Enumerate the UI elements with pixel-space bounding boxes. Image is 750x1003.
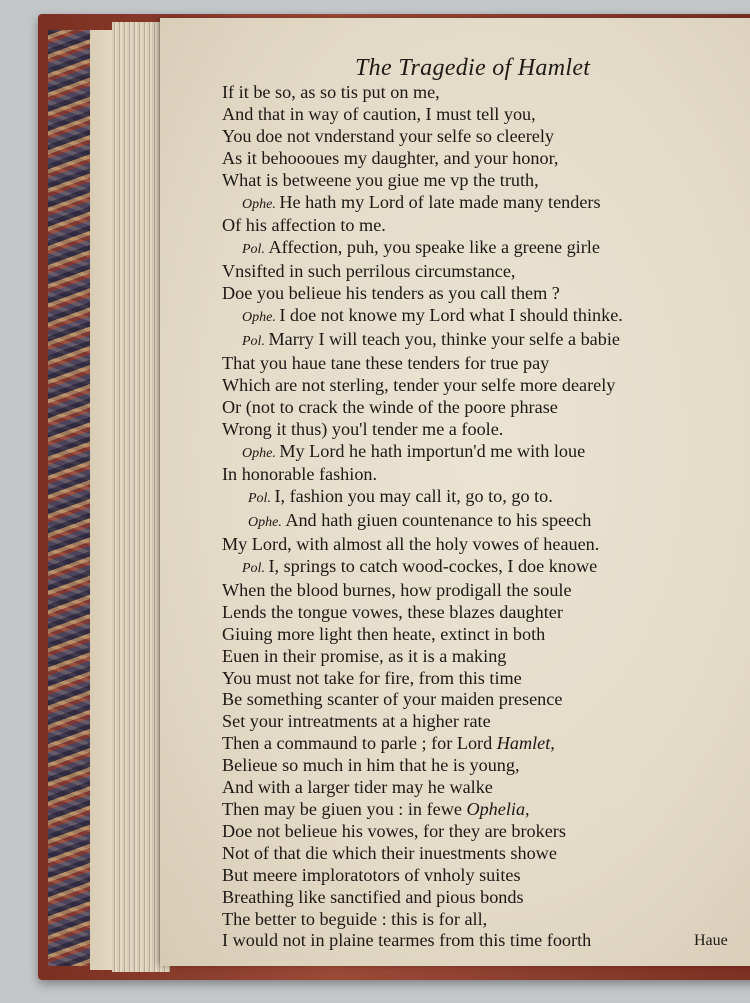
line-text: You doe not vnderstand your selfe so cleerely xyxy=(222,125,555,146)
line-text: Doe not belieue his vowes, for they are brokers xyxy=(222,820,566,841)
text-line xyxy=(222,821,672,843)
line-text: Set your intreatments at a higher rate xyxy=(222,711,491,732)
text-line xyxy=(222,441,672,465)
line-text: I, springs to catch wood-cockes, I doe knowe xyxy=(268,556,598,577)
line-text: Then may be giuen you : in fewe xyxy=(222,799,467,819)
catchword: Haue xyxy=(694,932,728,949)
text-line xyxy=(222,534,672,556)
line-text: Of his affection to me. xyxy=(222,215,386,236)
text-line xyxy=(222,689,672,711)
line-text: Giuing more light then heate, extinct in both xyxy=(222,623,546,644)
text-line xyxy=(222,305,672,329)
line-text: And with a larger tider may he walke xyxy=(222,777,493,798)
text-line xyxy=(222,215,672,237)
text-line xyxy=(222,777,672,799)
speaker-prefix: Pol. xyxy=(242,333,269,349)
text-line xyxy=(222,464,672,486)
line-text: Not of that die which their inuestments showe xyxy=(222,842,557,863)
text-line xyxy=(222,192,672,216)
line-text: And hath giuen countenance to his speech xyxy=(285,510,592,531)
line-text: Vnsifted in such perrilous circumstance, xyxy=(222,261,516,282)
text-line xyxy=(222,930,672,952)
text-line xyxy=(222,82,672,104)
text-line xyxy=(222,170,672,192)
text-line xyxy=(222,624,672,646)
text-line xyxy=(222,646,672,668)
marbled-edge xyxy=(48,30,94,966)
line-text: Belieue so much in him that he is young, xyxy=(222,755,520,776)
line-text: I would not in plaine tearmes from this time foorth xyxy=(222,930,592,951)
text-line xyxy=(222,510,672,534)
line-text: My Lord he hath importun'd me with loue xyxy=(279,440,586,461)
text-line xyxy=(222,909,672,931)
speaker-prefix: Pol. xyxy=(242,561,269,577)
text-line xyxy=(222,397,672,419)
text-line xyxy=(222,799,672,821)
line-text: Wrong it thus) you'l tender me a foole. xyxy=(222,418,504,439)
line-text: The better to beguide : this is for all, xyxy=(222,908,488,929)
line-text: What is betweene you giue me vp the truth, xyxy=(222,169,539,190)
text-line xyxy=(222,486,672,510)
text-line xyxy=(222,668,672,690)
speaker-prefix: Ophe. xyxy=(242,196,280,212)
line-text: Doe you belieue his tenders as you call them ? xyxy=(222,283,560,304)
line-text: Or (not to crack the winde of the poore phrase xyxy=(222,396,558,417)
line-text: Euen in their promise, as it is a making xyxy=(222,645,507,666)
running-header: The Tragedie of Hamlet xyxy=(355,55,591,81)
line-text: Be something scanter of your maiden presence xyxy=(222,689,563,710)
line-text: Then a commaund to parle ; for Lord xyxy=(222,733,497,754)
line-text: Breathing like sanctified and pious bonds xyxy=(222,886,524,907)
speaker-prefix: Pol. xyxy=(248,491,275,507)
play-text xyxy=(222,82,672,952)
text-line xyxy=(222,733,672,755)
line-text: Lends the tongue vowes, these blazes daughter xyxy=(222,601,563,622)
text-line xyxy=(222,353,672,375)
text-line xyxy=(222,711,672,733)
line-text: That you haue tane these tenders for true pay xyxy=(222,352,550,373)
text-line xyxy=(222,104,672,126)
text-line xyxy=(222,602,672,624)
text-line xyxy=(222,126,672,148)
line-text: In honorable fashion. xyxy=(222,464,378,485)
text-line xyxy=(222,755,672,777)
text-line xyxy=(222,843,672,865)
text-line xyxy=(222,887,672,909)
text-line xyxy=(222,419,672,441)
text-line xyxy=(222,556,672,580)
line-text: But meere imploratotors of vnholy suites xyxy=(222,864,521,885)
line-text: If it be so, as so tis put on me, xyxy=(222,82,440,102)
text-line xyxy=(222,329,672,353)
text-line xyxy=(222,865,672,887)
line-text: As it behoooues my daughter, and your honor, xyxy=(222,147,559,168)
text-line xyxy=(222,261,672,283)
text-line xyxy=(222,148,672,170)
speaker-prefix: Ophe. xyxy=(242,445,280,461)
line-text: Affection, puh, you speake like a greene girle xyxy=(268,237,600,258)
line-text: And that in way of caution, I must tell you, xyxy=(222,103,536,124)
line-text: My Lord, with almost all the holy vowes of heauen. xyxy=(222,534,600,555)
line-text: When the blood burnes, how prodigall the soule xyxy=(222,579,572,600)
text-line xyxy=(222,580,672,602)
line-text: He hath my Lord of late made many tenders xyxy=(279,191,601,212)
italic-name: Hamlet, xyxy=(496,733,555,754)
line-text: I, fashion you may call it, go to, go to. xyxy=(274,486,553,507)
line-text: Which are not sterling, tender your selfe more dearely xyxy=(222,374,616,395)
speaker-prefix: Ophe. xyxy=(242,310,280,326)
line-text: You must not take for fire, from this time xyxy=(222,667,522,688)
text-line xyxy=(222,237,672,261)
text-line xyxy=(222,375,672,397)
speaker-prefix: Pol. xyxy=(242,242,269,258)
line-text: I doe not knowe my Lord what I should thinke. xyxy=(279,305,623,326)
line-text: Marry I will teach you, thinke your selfe a babie xyxy=(268,328,620,349)
text-line xyxy=(222,283,672,305)
speaker-prefix: Ophe. xyxy=(248,515,286,531)
italic-name: Ophelia, xyxy=(466,799,530,819)
